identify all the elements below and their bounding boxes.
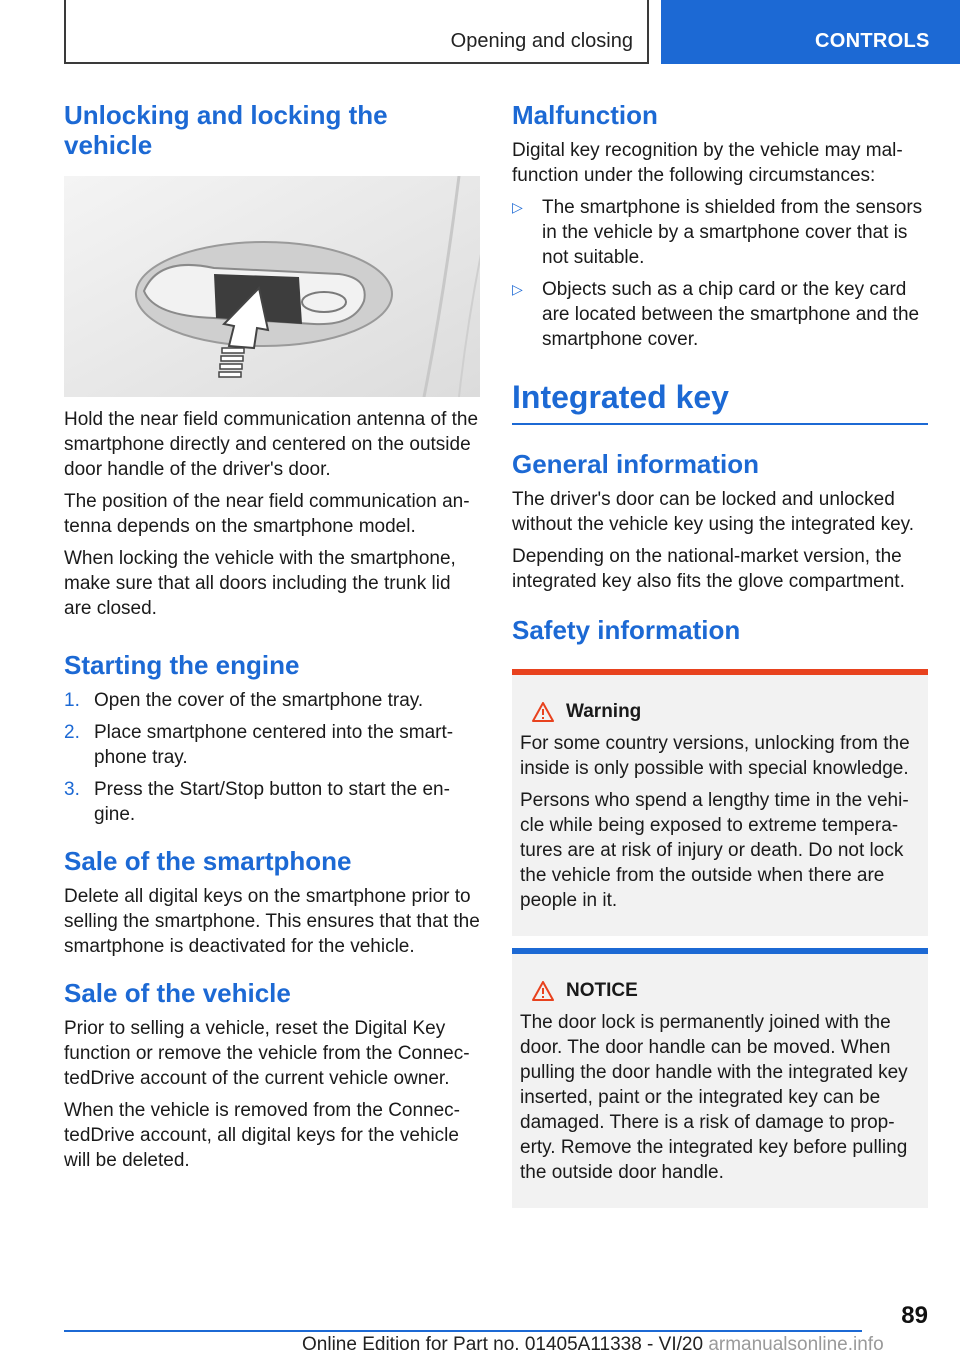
heading-integrated-key: Integrated key	[512, 377, 928, 425]
bullet-triangle-icon: ▷	[512, 199, 523, 215]
heading-unlocking: Unlocking and locking the vehicle	[64, 100, 388, 160]
door-handle-figure	[64, 176, 480, 397]
heading-general-information: General information	[512, 449, 760, 479]
bullet-triangle-icon: ▷	[512, 281, 523, 297]
warning-paragraph-2: Persons who spend a lengthy time in the vehi-cle while being exposed to extreme tempera-tures are at risk of injury or death. Do not lock the vehicle from the outside when there are people in it.	[520, 790, 909, 911]
list-item	[512, 195, 928, 270]
bullet-text: The smartphone is shielded from the sensors in the vehicle by a smartphone cover that is not suitable.	[542, 197, 923, 268]
warning-paragraph-1: For some country versions, unlocking from the inside is only possible with special knowledge.	[520, 733, 910, 779]
header-section-title: Opening and closing	[450, 30, 633, 52]
paragraph-sale-smartphone: Delete all digital keys on the smartphone prior to selling the smartphone. This ensures that that the smartphone is deactivated for the vehicle.	[64, 886, 480, 957]
step-number: 1.	[64, 690, 80, 711]
footer-watermark: armanualsonline.info	[708, 1334, 884, 1355]
footer-edition-text: Online Edition for Part no. 01405A11338 - VI/20	[302, 1334, 704, 1355]
paragraph-general-2: Depending on the national-market version, the integrated key also fits the glove compartment.	[512, 546, 905, 592]
footer-rule	[64, 1330, 862, 1332]
list-item	[512, 277, 928, 352]
heading-sale-vehicle: Sale of the vehicle	[64, 978, 291, 1008]
door-handle-illustration	[64, 176, 480, 397]
paragraph-antenna: Hold the near field communication antenna of the smartphone directly and centered on the outside door handle of the driver's door.	[64, 409, 479, 480]
paragraph-sale-vehicle-1: Prior to selling a vehicle, reset the Digital Key function or remove the vehicle from the Connec-tedDrive account of the current vehicle owner.	[64, 1018, 470, 1089]
left-column	[64, 100, 480, 1180]
header-section-box	[64, 0, 649, 64]
warning-box	[512, 669, 928, 936]
step-number: 3.	[64, 779, 80, 800]
heading-starting-engine: Starting the engine	[64, 650, 300, 680]
paragraph-malfunction: Digital key recognition by the vehicle may mal-function under the following circumstances:	[512, 140, 903, 186]
notice-paragraph: The door lock is permanently joined with the door. The door handle can be moved. When pulling the door handle with the integrated key inserted, paint or the integrated key can be damaged. There is a risk of damage to prop-erty. Remove the integrated key before pulling the outside door handle.	[520, 1012, 908, 1183]
warning-triangle-icon	[520, 702, 566, 722]
heading-safety-information: Safety information	[512, 615, 741, 645]
step-number: 2.	[64, 722, 80, 743]
notice-title-row	[520, 980, 920, 1002]
footer-edition	[302, 1334, 884, 1356]
page-number: 89	[901, 1302, 928, 1329]
right-column	[512, 100, 928, 1208]
notice-title: NOTICE	[566, 980, 638, 1001]
list-item	[64, 720, 480, 770]
warning-title-row	[520, 701, 920, 723]
step-text: Press the Start/Stop button to start the en-gine.	[94, 779, 450, 825]
paragraph-antenna-position: The position of the near field communication an-tenna depends on the smartphone model.	[64, 491, 470, 537]
paragraph-locking: When locking the vehicle with the smartphone, make sure that all doors including the trunk lid are closed.	[64, 548, 456, 619]
list-item	[64, 777, 480, 827]
notice-triangle-icon	[520, 981, 566, 1001]
heading-sale-smartphone: Sale of the smartphone	[64, 846, 352, 876]
steps-list	[64, 688, 480, 827]
notice-box	[512, 948, 928, 1208]
step-text: Open the cover of the smartphone tray.	[94, 690, 424, 711]
warning-title: Warning	[566, 701, 642, 722]
paragraph-general-1: The driver's door can be locked and unlocked without the vehicle key using the integrated key.	[512, 489, 915, 535]
header-chapter-title: CONTROLS	[815, 30, 930, 52]
heading-malfunction: Malfunction	[512, 100, 658, 130]
header-chapter-box	[661, 0, 960, 64]
bullet-text: Objects such as a chip card or the key card are located between the smartphone and the smartphone cover.	[542, 279, 920, 350]
paragraph-sale-vehicle-2: When the vehicle is removed from the Connec-tedDrive account, all digital keys for the vehicle will be deleted.	[64, 1100, 461, 1171]
malfunction-list	[512, 195, 928, 352]
list-item	[64, 688, 480, 713]
step-text: Place smartphone centered into the smart-phone tray.	[94, 722, 454, 768]
